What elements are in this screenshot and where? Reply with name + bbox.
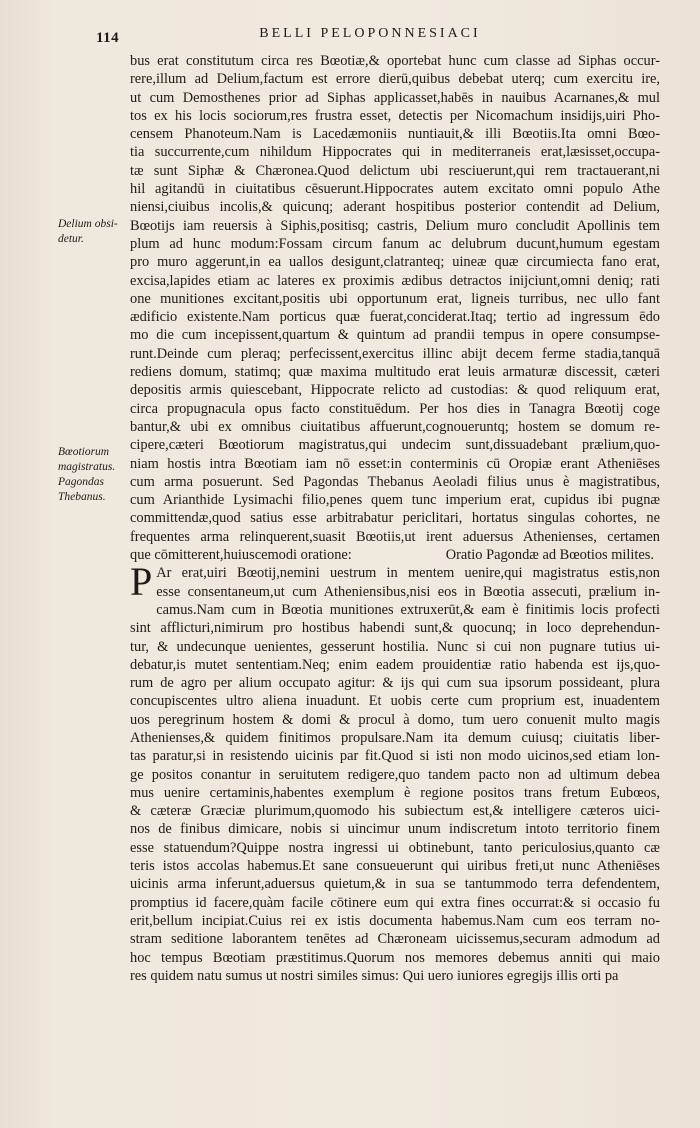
text-line: promptius id facere,quàm facile cōtinere eum qui extra fines occurrat:& si occasio fu xyxy=(130,894,660,911)
text-line: tos ex his locis sociorum,res frustra esset, detectis per Nicomachum insidijs,uiri Pho- xyxy=(130,107,660,124)
text-line: rere,illum ad Delium,factum est errore dierū,quibus debebat uterq; cum exercitu ire, xyxy=(130,71,660,88)
text-line: Athenienses,& quidem finitimos propulsare.Nam ita demum cuiusq; ciuitatis liber- xyxy=(130,729,660,746)
text-line: nos de finibus dimicare, nobis si uincimur unum indiscretum intoto territorio finem xyxy=(130,821,660,838)
text-line: ut cum Demosthenes prior ad Siphas applicasset,habēs in nauibus Acarnanes,& mul xyxy=(130,89,660,106)
text-line: tur, & undecunque uenientes, gesserunt hostilia. Nunc si cui non pugnare tutius ui- xyxy=(130,638,660,655)
text-line: rum de agro per alium occupato agitur: & ijs qui cum sua ipsorum possideant, plura xyxy=(130,675,660,692)
margin-note-line: Bœotiorum xyxy=(58,446,110,458)
text-line: & cæteræ Græciæ plurimum,quomodo his subiectum est,& intelligere cæteros uici- xyxy=(130,803,660,820)
text-line: concupiscentes ultro aliena inuadunt. Et uobis certe cum proprium est, inuadentem xyxy=(130,693,660,710)
text-line: niensi,ciuibus incolis,& quicunq; aderant hospitibus posterior contendit ad Delium, xyxy=(130,199,660,216)
text-line: Ar erat,uiri Bœotij,nemini uestrum in mentem uenire,qui magistratus estis,non xyxy=(156,565,660,582)
text-line: censem Phanoteum.Nam is Lacedæmoniis nuntiauit,& illi Bœotiis.Ita omni Bœo- xyxy=(130,126,660,143)
text-line: niam hostis intra Bœotiam iam nō esset:in conterminis cū Oropiæ erant Atheniēses xyxy=(130,455,660,472)
text-line: rediens domum, statimq; quæ maxima multitudo erat leuis armaturæ discessit, cæteri xyxy=(130,364,660,381)
text-line: res quidem natu sumus ut nostri similes simus: Qui uero iuniores egregijs illis orti pa xyxy=(130,967,619,984)
speech-title: Oratio Pagondæ ad Bœotios milites. xyxy=(445,547,654,564)
margin-note-delium xyxy=(58,217,130,247)
text-line: stram seditione laborantem tenētes ad Chæroneam uicissemus,securam admodum ad xyxy=(130,931,660,948)
text-line: sint afflicturi,nimirum pro hostibus habendi sunt,& quocunq; in loco deprehendun- xyxy=(130,620,660,637)
text-line: depositis armis quiescebant, Hippocrate relicto ad custodias: & quod reliquum erat, xyxy=(130,382,660,399)
margin-note-line: Pagondas xyxy=(58,476,104,488)
text-line: esse statuendum?Quippe nostra ingressi ui obtinebunt, tanto periculosius,quanto cæ xyxy=(130,839,660,856)
text-line: cipere,cæteri Bœotiorum magistratus,qui undecim sunt,dissuadebant prælium,quo- xyxy=(130,437,660,454)
margin-note-line: Delium obsi- xyxy=(58,218,118,230)
text-line: teris istos accolas habemus.Et sane consueuerunt qui uiribus freti,ut nunc Atheniēses xyxy=(130,858,660,875)
text-line: bus erat constitutum circa res Bœotiæ,& oportebat hunc cum classe ad Siphas occur- xyxy=(130,53,660,69)
margin-note-boeotian-magistrates xyxy=(58,445,130,505)
margin-note-line: detur. xyxy=(58,233,84,245)
page-number: 114 xyxy=(96,30,120,46)
text-line: debatur,is mutet sententiam.Neq; enim eadem prouidentiæ ratio habenda est ijs,quo- xyxy=(130,656,660,673)
text-line: one munitiones excitant,positis ubi opportunum erat, ligneis turribus, nec ullo fant xyxy=(130,290,660,307)
text-line: erit,bellum incipiat.Cuius rei ex istis documenta habemus.Nam cum eos terram no- xyxy=(130,912,660,929)
text-line: runt.Deinde cum pleraq; perfecissent,exercitus illinc abijt decem ferme stadia,tanquā xyxy=(130,345,660,362)
text-line: cum arma posuerunt. Sed Pagondas Thebanus Aeoladi filius unus è magistratibus, xyxy=(130,473,660,490)
margin-note-line: magistratus. xyxy=(58,461,116,473)
text-line: hil agitandū in ciuitatibus cēsuerunt.Hippocrates autem excitato omni populo Athe xyxy=(130,181,660,198)
text-line: uicinis arma inferunt,aduersus quietum,& in sua se tantummodo terra defendentem, xyxy=(130,876,660,893)
text-line: tæ sunt Siphæ & Chæronea.Quod delictum ubi resciuerunt,qui rem tractauerant,ni xyxy=(130,162,660,179)
text-line: plum ad hunc modum:Fossam circum fanum ac delubrum ducunt,humum egestam xyxy=(130,235,660,252)
text-line: committendæ,quod satius esse arbitrabatur periclitari, hortatus singulas cohortes, ne xyxy=(130,510,660,527)
narrative-block xyxy=(130,52,660,546)
text-line: circa propugnacula opus facto constituēdum. Per hos dies in Tanagra Bœotij coge xyxy=(130,400,660,417)
margin-note-line: Thebanus. xyxy=(58,491,106,503)
speech-lead-text: que cōmitterent,huiuscemodi oratione: xyxy=(130,547,352,564)
drop-cap: P xyxy=(130,559,153,605)
text-line: cum Arianthide Lysimachi filio,penes quem tunc imperium erat, cupidus ibi pugnæ xyxy=(130,492,660,509)
speech-intro-line xyxy=(130,546,660,564)
text-line: pro muro aggerunt,in ea uallos desigunt,clatranteq; uineæ quæ circumiecta fano erat, xyxy=(130,254,660,271)
text-line: uos peregrinum hostem & domi & procul à domo, tum uero conuenit multo magis xyxy=(130,711,660,728)
text-line: hoc tempus Bœotiam præstitimus.Quorum nos memores debemus anniti qui maio xyxy=(130,949,660,966)
speech-block xyxy=(130,559,660,985)
text-line: mus uenire certaminis,habentes exemplum è regione positos trans fretum Eubœos, xyxy=(130,784,660,801)
text-line: Bœotijs iam reuersis à Siphis,positisq; castris, Delium muro concludit Apollinis tem xyxy=(130,217,660,234)
text-line: tas paratur,si in resistendo uicinis par fit.Quod si isti non modo uicinos,sed etiam lon- xyxy=(130,748,660,765)
text-line: mo die cum incepissent,quartum & quintum ad prandii tempus in opere consumpse- xyxy=(130,327,660,344)
text-line: ædificio existente.Nam porticus quæ fuerat,conciderat.Itaq; tertio ad ingressum ēdo xyxy=(130,309,660,326)
main-text xyxy=(130,52,660,985)
text-line: ge positos conantur in seruitutem redigere,quo tandem pacto non ad ultimum debea xyxy=(130,766,660,783)
text-line: excisa,lapides etiam ac lateres ex proximis ædibus detractos inijciunt,omni deniq; rati xyxy=(130,272,660,289)
text-line: esse consentaneum,ut cum Atheniensibus,nisi eos in Bœotia assecuti, prælium in- xyxy=(156,583,660,600)
text-line: tia succurrente,cum nihildum Hippocrates qui in mediterraneis erat,læsisset,occupa- xyxy=(130,144,660,161)
running-title: BELLI PELOPONNESIACI xyxy=(259,26,481,41)
text-line: frequentes arma relinquerent,suasit Bœotiis,ut irent aduersus Athenienses, certamen xyxy=(130,528,660,545)
text-line: bantur,& ubi ex omnibus ciuitatibus affuerunt,cognoueruntq; hostem se domum re- xyxy=(130,418,660,435)
text-line: camus.Nam cum in Bœotia munitiones extruxerūt,& eam è finitimis locis profecti xyxy=(156,601,660,618)
